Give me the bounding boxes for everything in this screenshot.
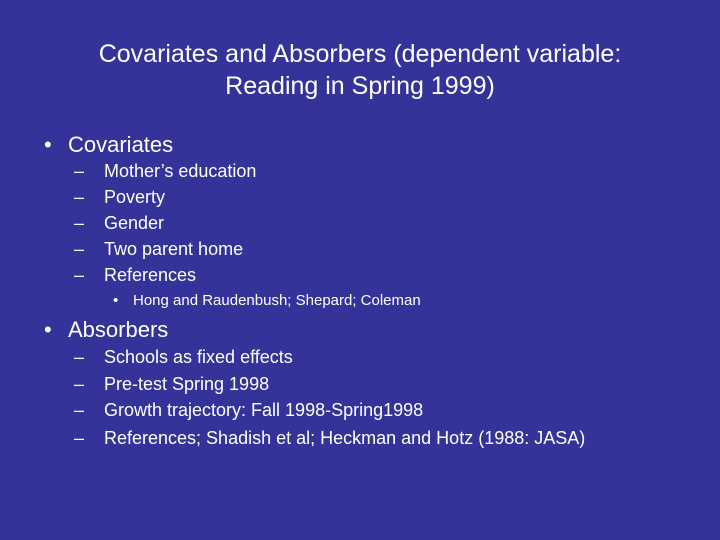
covariate-item — [74, 212, 164, 234]
absorber-item — [74, 427, 585, 449]
slide-title-line-2: Reading in Spring 1999) — [225, 72, 495, 100]
absorber-item — [74, 373, 269, 395]
absorber-label: Growth trajectory: Fall 1998-Spring1998 — [104, 400, 424, 420]
bullet-icon: • — [44, 132, 52, 157]
dash-icon: – — [74, 400, 85, 420]
bullet-icon: • — [44, 317, 52, 342]
covariate-item — [74, 264, 196, 286]
dash-icon: – — [74, 428, 85, 448]
absorbers-heading: Absorbers — [68, 317, 169, 342]
covariate-label: Two parent home — [104, 239, 244, 259]
covariates-heading: Covariates — [68, 132, 174, 157]
dash-icon: – — [74, 161, 85, 181]
dash-icon: – — [74, 265, 85, 285]
covariates-heading-item — [44, 132, 173, 158]
absorber-item — [74, 399, 423, 421]
covariates-reference-item — [113, 292, 421, 310]
covariate-label: References — [104, 265, 197, 285]
covariate-label: Mother’s education — [104, 161, 257, 181]
absorber-label: References; Shadish et al; Heckman and Hotz (1988: JASA) — [104, 428, 586, 448]
dash-icon: – — [74, 213, 85, 233]
covariate-item — [74, 186, 165, 208]
covariate-label: Poverty — [104, 187, 166, 207]
dash-icon: – — [74, 374, 85, 394]
covariates-reference: Hong and Raudenbush; Shepard; Coleman — [133, 292, 421, 309]
slide-title-line-1: Covariates and Absorbers (dependent variable: — [98, 40, 622, 68]
covariate-item — [74, 160, 256, 182]
dash-icon: – — [74, 239, 85, 259]
covariate-item — [74, 238, 243, 260]
bullet-icon: • — [113, 292, 119, 309]
dash-icon: – — [74, 347, 85, 367]
covariate-label: Gender — [104, 213, 165, 233]
absorber-item — [74, 346, 293, 368]
slide-title — [40, 38, 680, 102]
absorber-label: Schools as fixed effects — [104, 347, 293, 367]
absorbers-heading-item — [44, 317, 168, 343]
absorber-label: Pre-test Spring 1998 — [104, 374, 270, 394]
dash-icon: – — [74, 187, 85, 207]
